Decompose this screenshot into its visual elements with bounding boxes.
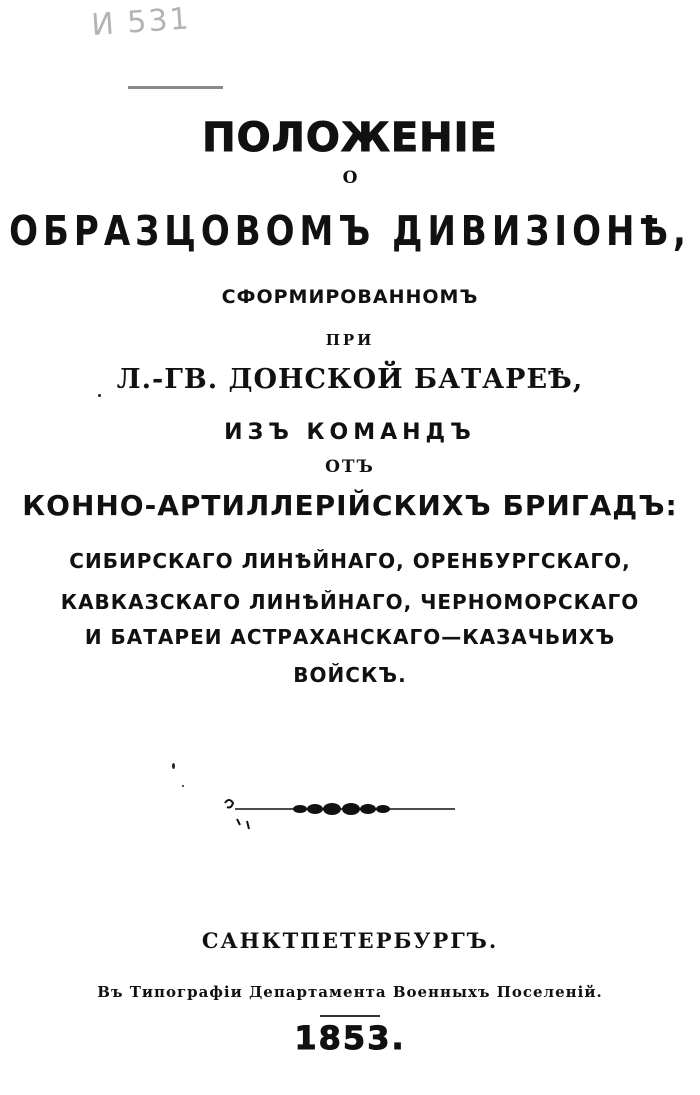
publication-year: 1853. xyxy=(294,1019,406,1057)
from-line: ОТЪ xyxy=(325,457,375,477)
print-speck xyxy=(182,785,184,787)
battery-line: Л.-ГВ. ДОНСКОЙ БАТАРЕѢ, xyxy=(116,364,584,395)
printer-line: Въ Типографіи Департамента Военныхъ Поселеній. xyxy=(97,983,603,1001)
library-stamp: И 531 xyxy=(90,1,192,44)
print-speck xyxy=(98,394,101,397)
preposition-o: О xyxy=(342,168,358,188)
print-speck xyxy=(172,763,175,769)
brigades-line: КОННО-АРТИЛЛЕРІЙСКИХЪ БРИГАДЪ: xyxy=(22,489,678,522)
brigades-list-line-3: И БАТАРЕИ АСТРАХАНСКАГО—КАЗАЧЬИХЪ xyxy=(84,625,616,649)
brigades-list-line-4: ВОЙСКЪ. xyxy=(293,663,407,687)
brigades-list-line-1: СИБИРСКАГО ЛИНѢЙНАГО, ОРЕНБУРГСКАГО, xyxy=(69,549,631,573)
from-commands-line: ИЗЪ КОМАНДЪ xyxy=(224,420,476,445)
formed-line: СФОРМИРОВАННОМЪ xyxy=(221,286,479,308)
at-line: ПРИ xyxy=(325,331,375,349)
ornament-divider xyxy=(215,795,465,835)
brigades-list-line-2: КАВКАЗСКАГО ЛИНѢЙНАГО, ЧЕРНОМОРСКАГО xyxy=(60,590,640,614)
document-title: ПОЛОЖЕНІЕ xyxy=(202,115,498,161)
stamp-rule xyxy=(128,86,223,89)
city-line: САНКТПЕТЕРБУРГЪ. xyxy=(201,928,499,953)
subject-line: ОБРАЗЦОВОМЪ ДИВИЗІОНѢ, xyxy=(9,208,691,256)
year-rule xyxy=(320,1015,380,1017)
